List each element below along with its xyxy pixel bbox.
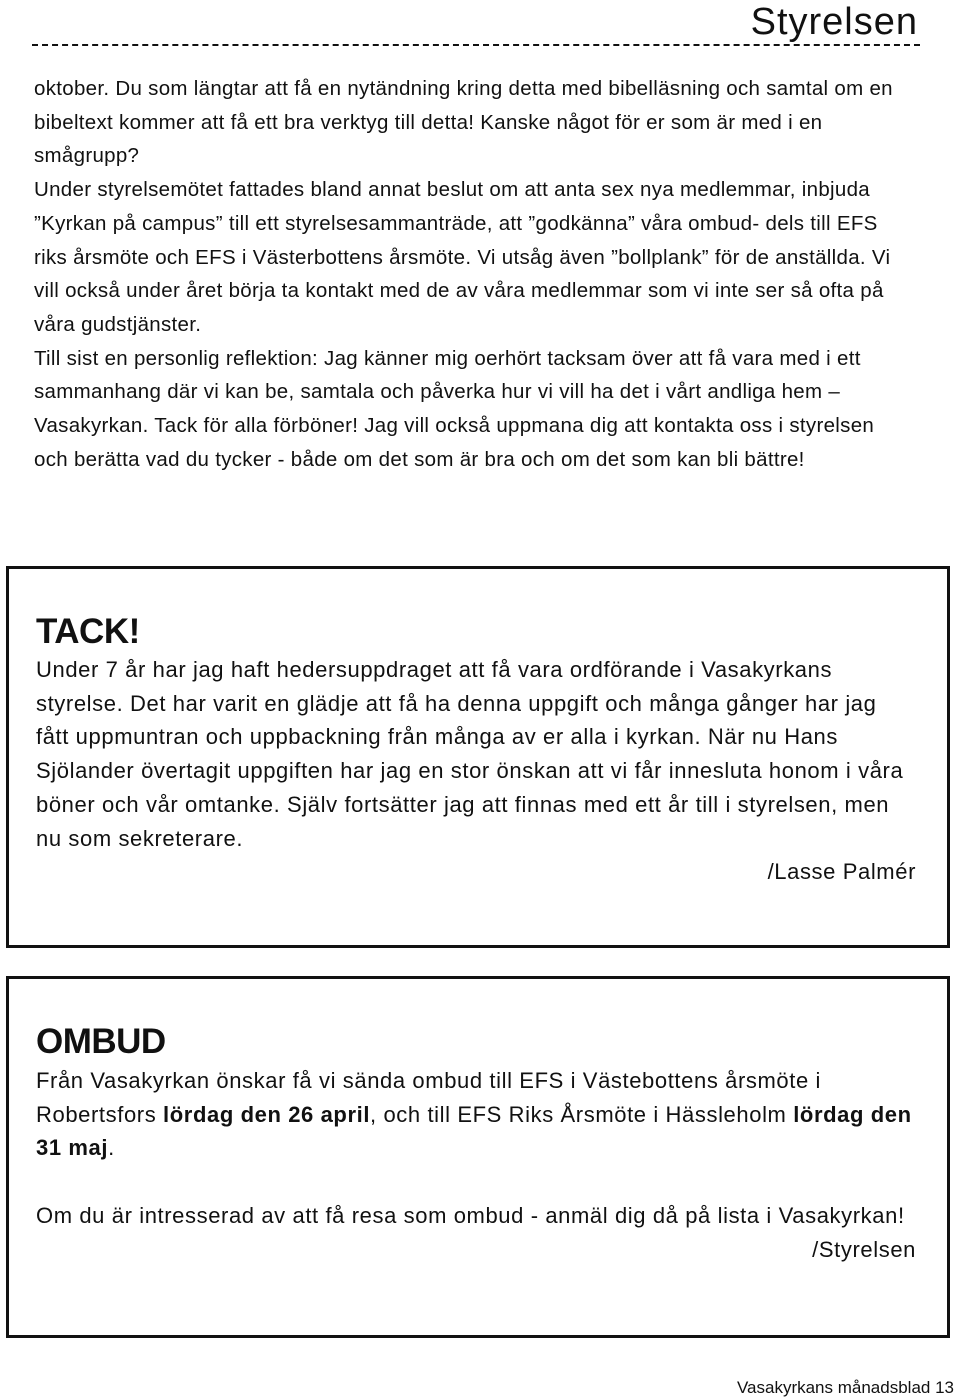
ombud-invitation: Om du är intresserad av att få resa som ombud - anmäl dig då på lista i Vasakyrkan!: [36, 1202, 905, 1228]
tack-heading: TACK!: [36, 612, 140, 651]
article-paragraph: Under styrelsemötet fattades bland annat beslut om att anta sex nya medlemmar, inbjuda ”Kyrkan på campus” till ett styrelsesammanträde, att ”godkänna” våra ombud- dels till EFS riks årsmöte och EFS i Västerbottens årsmöte. Vi utsåg även ”bollplank” för de anställda. Vi vill också under året börja ta kontakt med de av våra medlemmar som vi inte ser så ofta på våra gudstjänster.: [34, 178, 891, 336]
article-body: [34, 72, 904, 476]
article-paragraph: Till sist en personlig reflektion: Jag känner mig oerhört tacksam över att få vara med i ett sammanhang där vi kan be, samtala och påverka hur vi vill ha det i vårt andliga hem – Vasakyrkan. Tack för alla förböner! Jag vill också uppmana dig att kontakta oss i styrelsen och berätta vad du tycker - både om det som är bra och om det som kan bli bättre!: [34, 346, 875, 471]
ombud-heading: OMBUD: [36, 1022, 166, 1061]
tack-signature: /Lasse Palmér: [767, 859, 916, 885]
tack-box: [6, 566, 950, 948]
ombud-date-robertsfors: lördag den 26 april: [163, 1101, 371, 1127]
ombud-box: [6, 976, 950, 1338]
ombud-paragraph: [36, 1064, 916, 1165]
ombud-body: [36, 1064, 916, 1266]
ombud-text: .: [108, 1135, 115, 1161]
tack-body: [36, 653, 916, 889]
ombud-signature: /Styrelsen: [812, 1236, 916, 1262]
paragraph-spacer: [36, 1165, 916, 1199]
page-footer: Vasakyrkans månadsblad 13: [736, 1378, 954, 1397]
ombud-date-hassleholm: lördag den 31 maj: [36, 1101, 912, 1161]
ombud-text: , och till EFS Riks Årsmöte i Hässleholm: [370, 1101, 794, 1127]
page-title: Styrelsen: [750, 1, 918, 43]
ombud-text: Från Vasakyrkan önskar få vi sända ombud till EFS i Västebottens årsmöte i Robertsfors: [36, 1068, 821, 1127]
header-divider: [32, 44, 920, 46]
tack-paragraph: Under 7 år har jag haft hedersuppdraget att få vara ordförande i Vasakyrkans styrelse. Det har varit en glädje att få ha denna uppgift och många gånger har jag fått uppmuntran och uppbackning från många av er alla i kyrkan. När nu Hans Sjölander övertagit uppgiften har jag en stor önskan att vi får innesluta honom i våra böner och vår omtanke. Själv fortsätter jag att finnas med ett år till i styrelsen, men nu som sekreterare.: [36, 657, 904, 851]
article-paragraph: oktober. Du som längtar att få en nytändning kring detta med bibelläsning och samtal om en bibeltext kommer att få ett bra verktyg till detta! Kanske något för er som är med i en smågrupp?: [34, 77, 893, 168]
